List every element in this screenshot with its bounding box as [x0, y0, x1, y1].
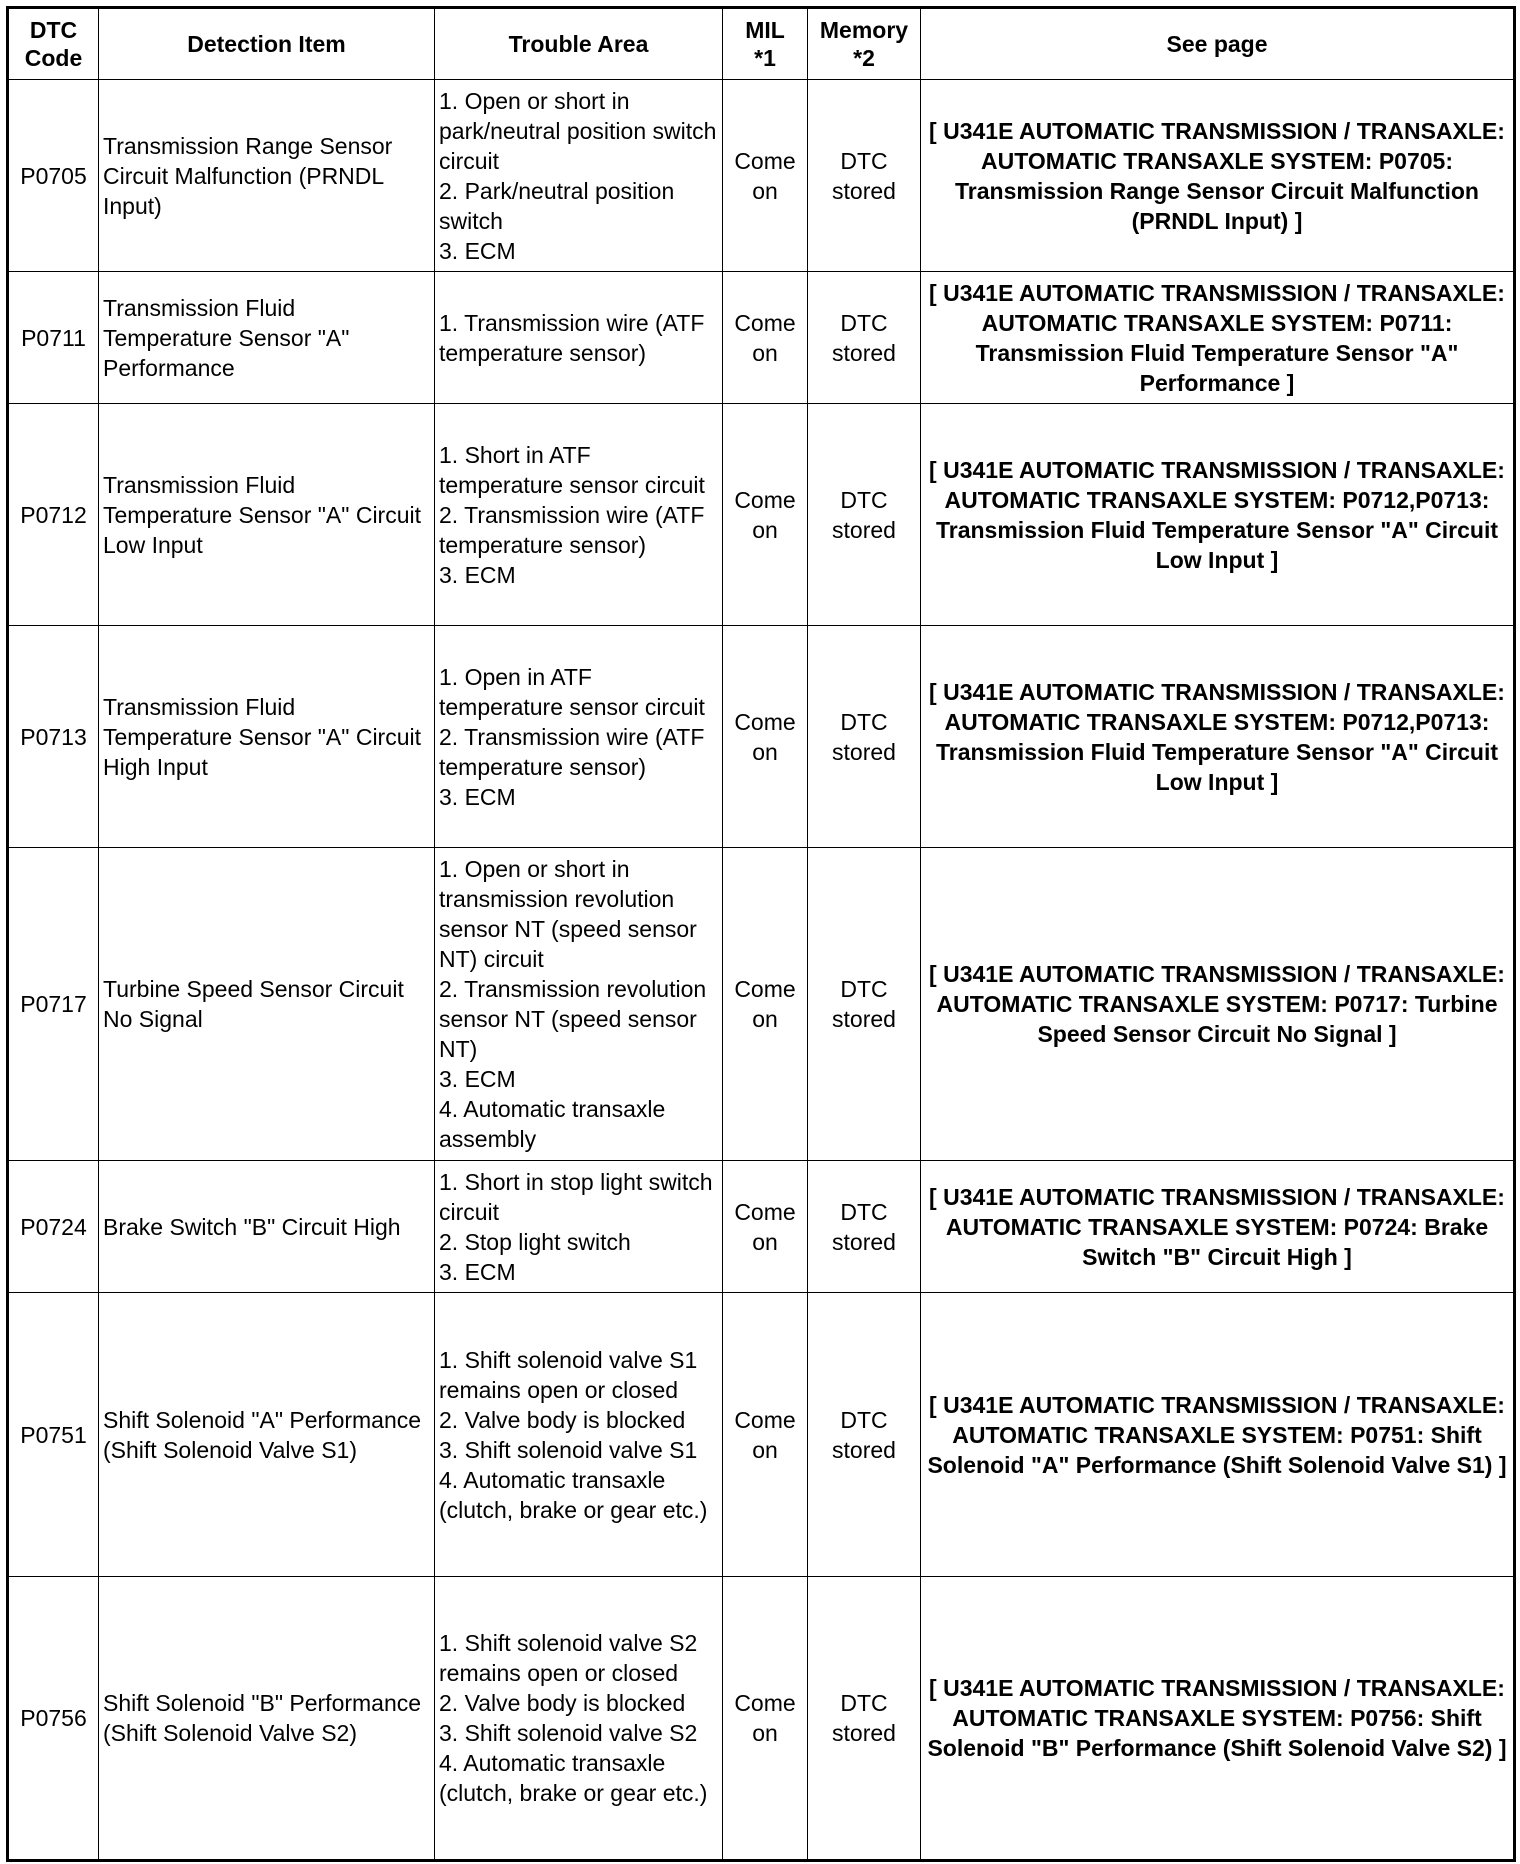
dtc-table-wrapper — [6, 6, 1516, 1862]
see-page-link[interactable]: [ U341E AUTOMATIC TRANSMISSION / TRANSAXLE: AUTOMATIC TRANSAXLE SYSTEM: P0712,P0713: Transmission Fluid Temperature Sensor "A" Circuit Low Input ] — [921, 404, 1515, 626]
see-page-link[interactable]: [ U341E AUTOMATIC TRANSMISSION / TRANSAXLE: AUTOMATIC TRANSAXLE SYSTEM: P0711: Transmission Fluid Temperature Sensor "A" Performance ] — [921, 272, 1515, 404]
see-page-link[interactable]: [ U341E AUTOMATIC TRANSMISSION / TRANSAXLE: AUTOMATIC TRANSAXLE SYSTEM: P0756: Shift Solenoid "B" Performance (Shift Solenoid Valve S2) ] — [921, 1577, 1515, 1861]
header-dtc-code: DTC Code — [8, 8, 99, 80]
table-header-row — [8, 8, 1515, 80]
header-memory: Memory *2 — [808, 8, 921, 80]
trouble-area: 1. Open or short in transmission revolution sensor NT (speed sensor NT) circuit 2. Transmission revolution sensor NT (speed sensor NT) 3. ECM 4. Automatic transaxle assembly — [435, 848, 723, 1161]
mil-status: Come on — [723, 626, 808, 848]
dtc-code: P0756 — [8, 1577, 99, 1861]
memory-status: DTC stored — [808, 80, 921, 272]
detection-item: Shift Solenoid "B" Performance (Shift Solenoid Valve S2) — [99, 1577, 435, 1861]
table-row — [8, 272, 1515, 404]
table-row — [8, 1293, 1515, 1577]
dtc-table — [6, 6, 1516, 1862]
mil-status: Come on — [723, 848, 808, 1161]
mil-status: Come on — [723, 272, 808, 404]
see-page-link[interactable]: [ U341E AUTOMATIC TRANSMISSION / TRANSAXLE: AUTOMATIC TRANSAXLE SYSTEM: P0751: Shift Solenoid "A" Performance (Shift Solenoid Valve S1) ] — [921, 1293, 1515, 1577]
table-row — [8, 848, 1515, 1161]
see-page-link[interactable]: [ U341E AUTOMATIC TRANSMISSION / TRANSAXLE: AUTOMATIC TRANSAXLE SYSTEM: P0712,P0713: Transmission Fluid Temperature Sensor "A" Circuit Low Input ] — [921, 626, 1515, 848]
detection-item: Transmission Fluid Temperature Sensor "A" Circuit High Input — [99, 626, 435, 848]
trouble-area: 1. Open in ATF temperature sensor circuit 2. Transmission wire (ATF temperature sensor) 3. ECM — [435, 626, 723, 848]
trouble-area: 1. Transmission wire (ATF temperature sensor) — [435, 272, 723, 404]
header-mil: MIL *1 — [723, 8, 808, 80]
memory-status: DTC stored — [808, 848, 921, 1161]
detection-item: Transmission Range Sensor Circuit Malfunction (PRNDL Input) — [99, 80, 435, 272]
mil-status: Come on — [723, 1577, 808, 1861]
detection-item: Transmission Fluid Temperature Sensor "A" Performance — [99, 272, 435, 404]
table-row — [8, 1161, 1515, 1293]
header-see-page: See page — [921, 8, 1515, 80]
memory-status: DTC stored — [808, 404, 921, 626]
header-detection-item: Detection Item — [99, 8, 435, 80]
table-row — [8, 626, 1515, 848]
see-page-link[interactable]: [ U341E AUTOMATIC TRANSMISSION / TRANSAXLE: AUTOMATIC TRANSAXLE SYSTEM: P0724: Brake Switch "B" Circuit High ] — [921, 1161, 1515, 1293]
dtc-code: P0712 — [8, 404, 99, 626]
memory-status: DTC stored — [808, 1293, 921, 1577]
table-row — [8, 404, 1515, 626]
memory-status: DTC stored — [808, 1161, 921, 1293]
memory-status: DTC stored — [808, 272, 921, 404]
detection-item: Transmission Fluid Temperature Sensor "A" Circuit Low Input — [99, 404, 435, 626]
dtc-code: P0751 — [8, 1293, 99, 1577]
header-trouble-area: Trouble Area — [435, 8, 723, 80]
memory-status: DTC stored — [808, 626, 921, 848]
mil-status: Come on — [723, 80, 808, 272]
memory-status: DTC stored — [808, 1577, 921, 1861]
see-page-link[interactable]: [ U341E AUTOMATIC TRANSMISSION / TRANSAXLE: AUTOMATIC TRANSAXLE SYSTEM: P0705: Transmission Range Sensor Circuit Malfunction (PRNDL Input) ] — [921, 80, 1515, 272]
detection-item: Shift Solenoid "A" Performance (Shift Solenoid Valve S1) — [99, 1293, 435, 1577]
mil-status: Come on — [723, 1161, 808, 1293]
dtc-code: P0717 — [8, 848, 99, 1161]
dtc-code: P0705 — [8, 80, 99, 272]
table-row — [8, 80, 1515, 272]
detection-item: Turbine Speed Sensor Circuit No Signal — [99, 848, 435, 1161]
detection-item: Brake Switch "B" Circuit High — [99, 1161, 435, 1293]
trouble-area: 1. Shift solenoid valve S2 remains open or closed 2. Valve body is blocked 3. Shift solenoid valve S2 4. Automatic transaxle (clutch, brake or gear etc.) — [435, 1577, 723, 1861]
mil-status: Come on — [723, 404, 808, 626]
dtc-code: P0711 — [8, 272, 99, 404]
trouble-area: 1. Short in ATF temperature sensor circuit 2. Transmission wire (ATF temperature sensor) 3. ECM — [435, 404, 723, 626]
see-page-link[interactable]: [ U341E AUTOMATIC TRANSMISSION / TRANSAXLE: AUTOMATIC TRANSAXLE SYSTEM: P0717: Turbine Speed Sensor Circuit No Signal ] — [921, 848, 1515, 1161]
trouble-area: 1. Open or short in park/neutral position switch circuit 2. Park/neutral position switch 3. ECM — [435, 80, 723, 272]
table-row — [8, 1577, 1515, 1861]
trouble-area: 1. Shift solenoid valve S1 remains open or closed 2. Valve body is blocked 3. Shift solenoid valve S1 4. Automatic transaxle (clutch, brake or gear etc.) — [435, 1293, 723, 1577]
mil-status: Come on — [723, 1293, 808, 1577]
trouble-area: 1. Short in stop light switch circuit 2. Stop light switch 3. ECM — [435, 1161, 723, 1293]
dtc-code: P0724 — [8, 1161, 99, 1293]
dtc-code: P0713 — [8, 626, 99, 848]
